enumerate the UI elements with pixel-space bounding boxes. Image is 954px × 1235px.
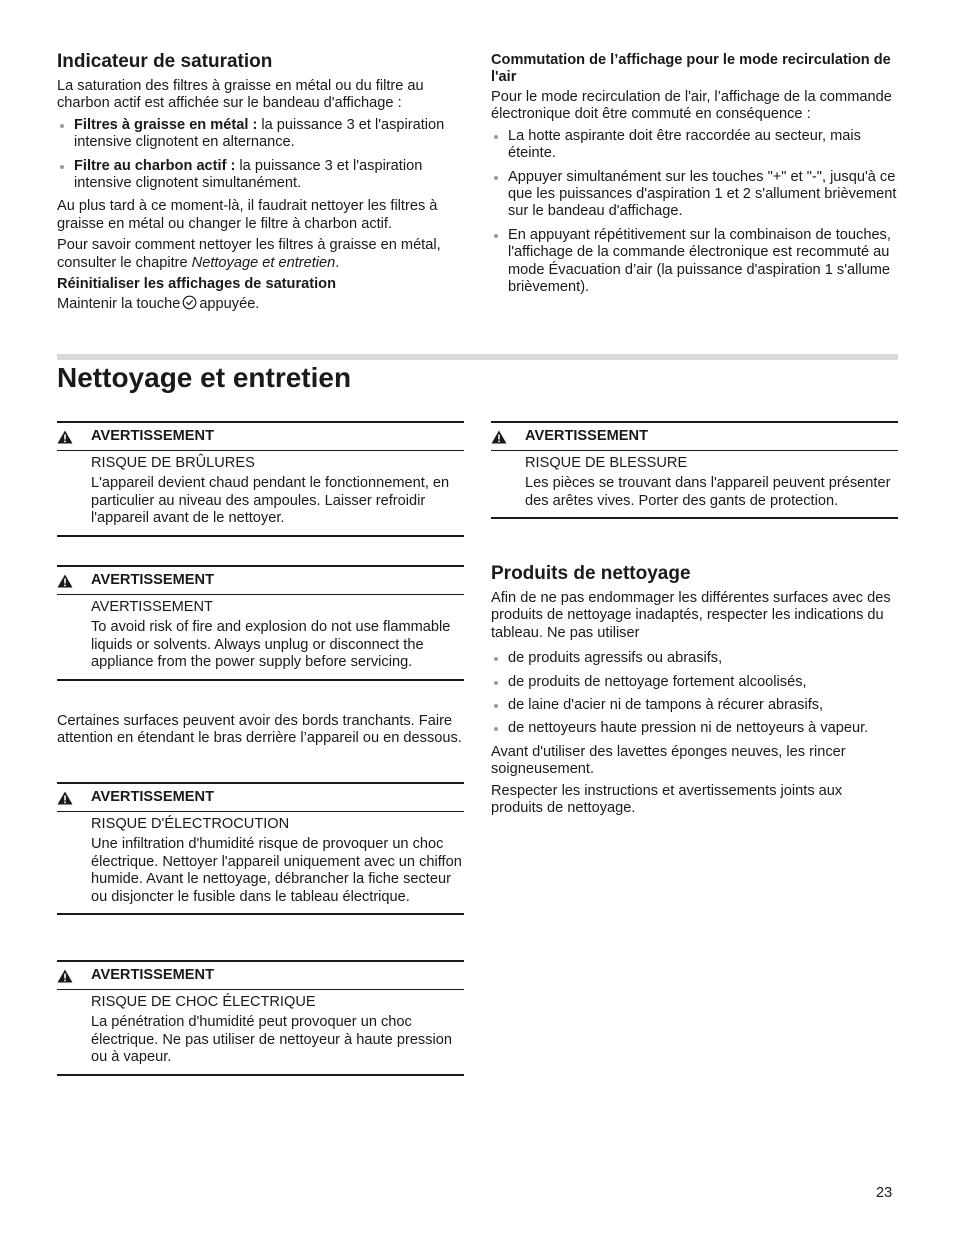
- section-divider: [57, 354, 898, 360]
- list-item: La hotte aspirante doit être raccordée au secteur, mais éteinte.: [491, 128, 898, 163]
- recirculation-section: [491, 52, 898, 302]
- warning-caption: RISQUE D'ÉLECTROCUTION: [91, 816, 290, 832]
- reset-heading: Réinitialiser les affichages de saturation: [57, 276, 336, 293]
- warning-label: AVERTISSEMENT: [525, 427, 648, 444]
- saturation-para2: Pour savoir comment nettoyer les filtres à graisse en métal, consulter le chapitre Nettoyage et entretien.: [57, 237, 441, 271]
- warning-caption: AVERTISSEMENT: [91, 599, 213, 615]
- timer-check-icon: [182, 295, 197, 315]
- warning-triangle-icon: [57, 430, 91, 444]
- warning-label: AVERTISSEMENT: [91, 571, 214, 588]
- saturation-intro: La saturation des filtres à graisse en métal ou du filtre au charbon actif est affichée sur le bandeau d'affichage :: [57, 78, 424, 112]
- page-number: 23: [876, 1185, 893, 1201]
- warning-fire: [57, 565, 464, 681]
- list-item: Filtres à graisse en métal : la puissance 3 et l'aspiration intensive clignotent en alternance.: [57, 117, 464, 152]
- warning-electric-shock: [57, 960, 464, 1076]
- list-item: de laine d'acier ni de tampons à récurer abrasifs,: [491, 697, 898, 714]
- warning-caption: RISQUE DE BRÛLURES: [91, 455, 255, 471]
- recirculation-heading: Commutation de l’affichage pour le mode recirculation de l'air: [491, 52, 891, 85]
- warning-caption: RISQUE DE CHOC ÉLECTRIQUE: [91, 994, 316, 1010]
- section-title: Nettoyage et entretien: [57, 362, 352, 393]
- edges-note: Certaines surfaces peuvent avoir des bords tranchants. Faire attention en étendant le bras derrière l’appareil ou en dessous.: [57, 713, 462, 747]
- warning-text: L'appareil devient chaud pendant le fonctionnement, en particulier au niveau des ampoules. Laisser refroidir l'appareil avant de le nettoyer.: [91, 475, 450, 527]
- products-list: [491, 650, 898, 738]
- list-item: Filtre au charbon actif : la puissance 3 et l'aspiration intensive clignotent simultanément.: [57, 158, 464, 193]
- warning-text: Les pièces se trouvant dans l'appareil peuvent présenter des arêtes vives. Porter des gants de protection.: [525, 475, 891, 509]
- warning-text: To avoid risk of fire and explosion do not use flammable liquids or solvents. Always unplug or disconnect the appliance from the power supply before servicing.: [91, 619, 451, 671]
- saturation-heading: Indicateur de saturation: [57, 51, 273, 72]
- list-item: de produits de nettoyage fortement alcoolisés,: [491, 674, 898, 691]
- warning-burn: [57, 421, 464, 537]
- warning-electrocution: [57, 782, 464, 915]
- list-item: Appuyer simultanément sur les touches "+" et "-", jusqu'à ce que les puissances d'aspiration 1 et 2 s'allument brièvement sur le bandeau d'affichage.: [491, 169, 898, 221]
- products-para1: Avant d'utiliser des lavettes éponges neuves, les rincer soigneusement.: [491, 743, 846, 778]
- products-section: [491, 563, 898, 821]
- warning-triangle-icon: [57, 574, 91, 588]
- recirculation-intro: Pour le mode recirculation de l'air, l’affichage de la commande électronique doit être commuté en conséquence :: [491, 89, 892, 123]
- list-item: En appuyant répétitivement sur la combinaison de touches, l'affichage de la commande électronique est recommuté au mode Évacuation d’air (la puissance d'aspiration 1 s'allume brièvement).: [491, 227, 898, 297]
- reset-instruction: Maintenir la touche appuyée.: [57, 295, 464, 315]
- warning-text: La pénétration d'humidité peut provoquer un choc électrique. Ne pas utiliser de nettoyeur à haute pression ou à vapeur.: [91, 1014, 453, 1066]
- products-heading: Produits de nettoyage: [491, 563, 691, 584]
- warning-text: Une infiltration d'humidité risque de provoquer un choc électrique. Nettoyer l'appareil uniquement avec un chiffon humide. Avant le nettoyage, débrancher la fiche secteur ou disjoncter le fusible dans le tableau électrique.: [91, 836, 462, 905]
- saturation-para1: Au plus tard à ce moment-là, il faudrait nettoyer les filtres à graisse en métal ou changer le filtre à charbon actif.: [57, 198, 438, 232]
- warning-label: AVERTISSEMENT: [91, 427, 214, 444]
- products-para2: Respecter les instructions et avertissements joints aux produits de nettoyage.: [491, 782, 843, 817]
- warning-triangle-icon: [491, 430, 525, 444]
- list-item: de produits agressifs ou abrasifs,: [491, 650, 898, 667]
- list-item: de nettoyeurs haute pression ni de nettoyeurs à vapeur.: [491, 720, 898, 737]
- products-intro: Afin de ne pas endommager les différentes surfaces avec des produits de nettoyage inadaptés, respecter les indications du tableau. Ne pas utiliser: [491, 590, 891, 641]
- saturation-section: [57, 51, 464, 319]
- warning-triangle-icon: [57, 969, 91, 983]
- warning-caption: RISQUE DE BLESSURE: [525, 455, 688, 471]
- recirculation-list: [491, 128, 898, 297]
- warning-label: AVERTISSEMENT: [91, 788, 214, 805]
- saturation-list: [57, 117, 464, 193]
- warning-injury: [491, 421, 898, 519]
- warning-label: AVERTISSEMENT: [91, 966, 214, 983]
- warning-triangle-icon: [57, 791, 91, 805]
